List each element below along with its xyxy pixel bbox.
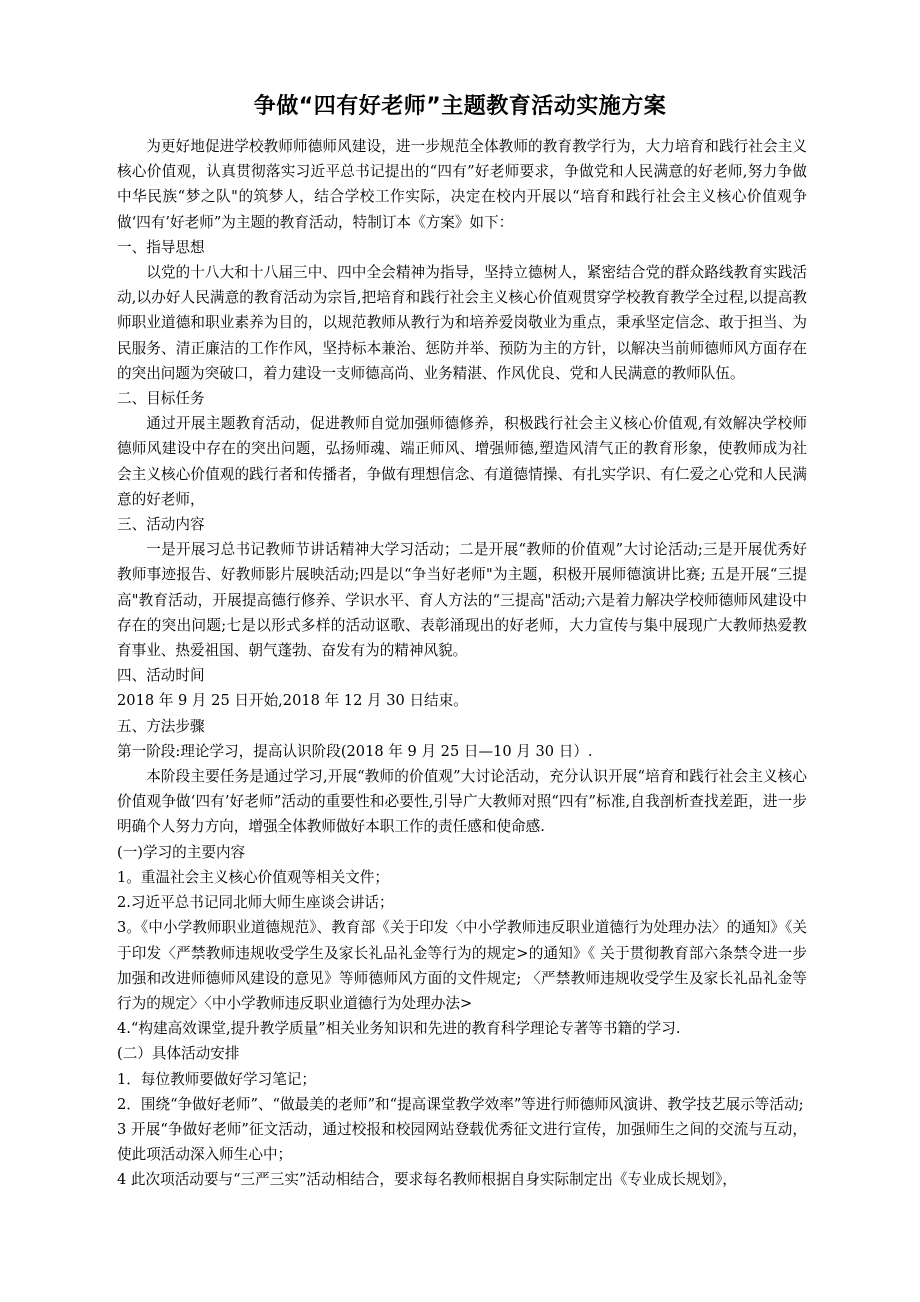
document-title: 争做“四有好老师”主题教育活动实施方案 [253, 94, 667, 119]
section-line: 第一阶段:理论学习，提高认识阶段(2018 年 9 月 25 日—10 月 30 日）. [117, 742, 593, 760]
section-line: 四、活动时间 [117, 667, 205, 685]
section-line: (一)学习的主要内容 [117, 843, 246, 861]
section-line: 4.“构建高效课堂,提升教学质量”相关业务知识和先进的教育科学理论专著等书籍的学习. [117, 1020, 681, 1038]
body-paragraph: 通过开展主题教育活动，促进教师自觉加强师德修养，积极践行社会主义核心价值观,有效解决学校师德师风建设中存在的突出问题，弘扬师魂、端正师风、增强师德,塑造风清气正的教育形象，使教师成为社会主义核心价值观的践行者和传播者，争做有理想信念、有道德情操、有扎实学识、有仁爱之心党和人民满意的好老师， [117, 415, 807, 508]
section-line: 一、指导思想 [117, 238, 205, 256]
section-line: (二）具体活动安排 [117, 1045, 240, 1063]
section-line: 2．围绕“争做好老师”、“做最美的老师”和“提高课堂教学效率”等进行师德师风演讲、教学技艺展示等活动; [117, 1095, 804, 1113]
section-line: 三、活动内容 [117, 516, 205, 534]
section-line: 五、方法步骤 [117, 717, 205, 735]
section-line: 1。重温社会主义核心价值观等相关文件； [117, 868, 389, 886]
body-paragraph: 以党的十八大和十八届三中、四中全会精神为指导，坚持立德树人，紧密结合党的群众路线教育实践活动,以办好人民满意的教育活动为宗旨,把培育和践行社会主义核心价值观贯穿学校教育教学全过程,以提高教师职业道德和职业素养为目的，以规范教师从教行为和培养爱岗敬业为重点，秉承坚定信念、敢于担当、为民服务、清正廉洁的工作作风，坚持标本兼治、惩防并举、预防为主的方针，以解决当前师德师风方面存在的突出问题为突破口，着力建设一支师德高尚、业务精湛、作风优良、党和人民满意的教师队伍。 [117, 264, 807, 382]
section-line: 2.习近平总书记同北师大师生座谈会讲话； [117, 894, 394, 912]
section-line: 2018 年 9 月 25 日开始,2018 年 12 月 30 日结束。 [117, 692, 468, 710]
section-line: 3 开展“争做好老师”征文活动，通过校报和校园网站登载优秀征文进行宣传，加强师生之间的交流与互动，使此项活动深入师生心中； [117, 1120, 807, 1164]
body-paragraph: 一是开展习总书记教师节讲话精神大学习活动；二是开展“教师的价值观”大讨论活动;三是开展优秀好教师事迹报告、好教师影片展映活动;四是以“争当好老师"为主题，积极开展师德演讲比赛; 五是开展“三提高"教育活动，开展提高德行修养、学识水平、育人方法的“三提高"活动;六是着力解决学校师德师风建设中存在的突出问题;七是以形式多样的活动讴歌、表彰涌现出的好老师，大力宣传与集中展现广大教师热爱教育事业、热爱祖国、朝气蓬勃、奋发有为的精神风貌。 [117, 541, 807, 660]
section-line: 二、目标任务 [117, 390, 205, 408]
section-line: 4 此次项活动要与“三严三实”活动相结合，要求每名教师根据自身实际制定出《专业成长规划》， [117, 1171, 737, 1189]
section-line: 1．每位教师要做好学习笔记； [117, 1070, 317, 1088]
body-paragraph: 为更好地促进学校教师师德师风建设，进一步规范全体教师的教育教学行为，大力培育和践行社会主义核心价值观，认真贯彻落实习近平总书记提出的“四有”好老师要求，争做党和人民满意的好老师,努力争做中华民族“梦之队"的筑梦人，结合学校工作实际，决定在校内开展以“培育和践行社会主义核心价值观争做‘四有’好老师”为主题的教育活动，特制订本《方案》如下： [117, 138, 807, 231]
section-line: 3。《中小学教师职业道德规范》、教育部《关于印发〈中小学教师违反职业道德行为处理办法〉的通知》《关于印发〈严禁教师违规收受学生及家长礼品礼金等行为的规定>的通知》《 关于贯彻教育部六条禁令进一步加强和改进师德师风建设的意见》等师德师风方面的文件规定; 〈严禁教师违规收受学生及家长礼品礼金等行为的规定〉〈中小学教师违反职业道德行为处理办法> [117, 919, 807, 1012]
body-paragraph: 本阶段主要任务是通过学习,开展“教师的价值观”大讨论活动，充分认识开展“培育和践行社会主义核心价值观争做‘四有’好老师”活动的重要性和必要性,引导广大教师对照“四有”标准,自我剖析查找差距，进一步明确个人努力方向，增强全体教师做好本职工作的责任感和使命感. [117, 768, 807, 836]
document-body [117, 134, 807, 1193]
